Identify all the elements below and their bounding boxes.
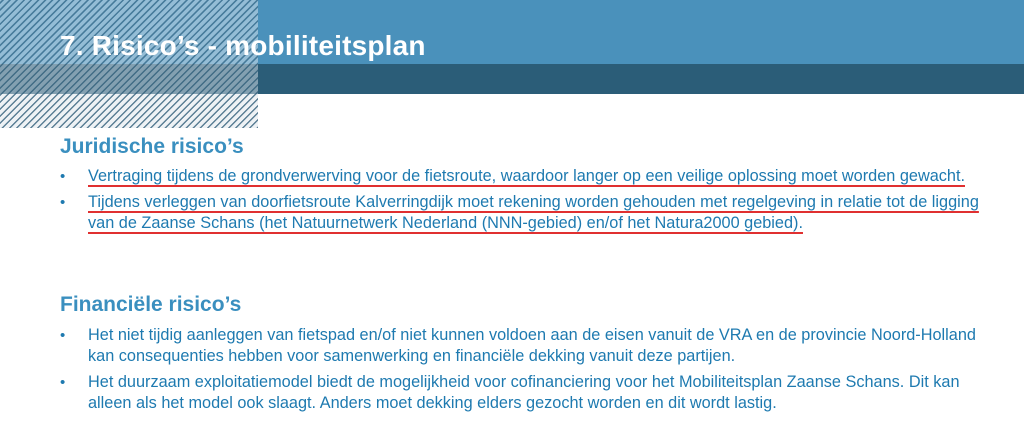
bullet-icon: • bbox=[60, 374, 66, 391]
list-item bbox=[60, 325, 980, 367]
header-dark-band bbox=[258, 64, 1024, 94]
bullet-icon: • bbox=[60, 194, 66, 211]
list-item bbox=[60, 166, 980, 187]
list-item bbox=[60, 192, 980, 234]
bullet-icon: • bbox=[60, 168, 66, 185]
header-dark-hatch-overlay bbox=[0, 64, 258, 94]
list-item-text: Het niet tijdig aanleggen van fietspad en/of niet kunnen voldoen aan de eisen vanuit de VRA en de provincie Noord-Holland kan consequenties hebben voor samenwerking en financiële dekking vanuit deze partijen. bbox=[88, 326, 976, 365]
financieel-list bbox=[60, 325, 980, 419]
list-item-text: Het duurzaam exploitatiemodel biedt de mogelijkheid voor cofinanciering voor het Mobiliteitsplan Zaanse Schans. Dit kan alleen als het model ook slaagt. Anders moet dekking elders gezocht worden en dit wordt lastig. bbox=[88, 373, 960, 412]
juridisch-list bbox=[60, 166, 980, 239]
slide-title: 7. Risico’s - mobiliteitsplan bbox=[60, 30, 426, 61]
section-heading-juridisch: Juridische risico’s bbox=[60, 135, 244, 158]
list-item-text: Tijdens verleggen van doorfietsroute Kalverringdijk moet rekening worden gehouden met regelgeving in relatie tot de ligging van de Zaanse Schans (het Natuurnetwerk Nederland (NNN-gebied) en/of het Natura2000 gebied). bbox=[88, 193, 979, 232]
list-item bbox=[60, 372, 980, 414]
bullet-icon: • bbox=[60, 327, 66, 344]
section-heading-financieel: Financiële risico’s bbox=[60, 293, 242, 316]
list-item-text: Vertraging tijdens de grondverwerving voor de fietsroute, waardoor langer op een veilige oplossing moet worden gewacht. bbox=[88, 167, 965, 185]
